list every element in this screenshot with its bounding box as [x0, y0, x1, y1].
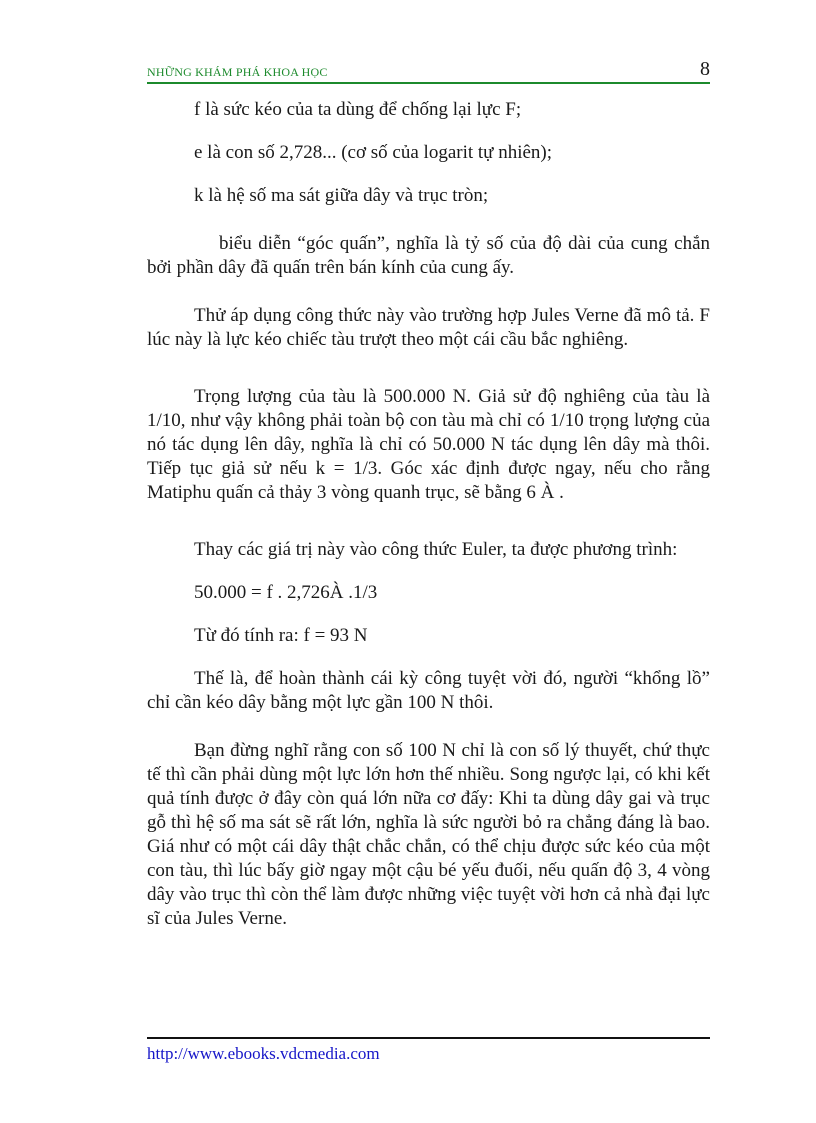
paragraph-substitute-values: Thay các giá trị này vào công thức Euler, ta được phương trình: [194, 539, 678, 560]
footer-website-link[interactable]: http://www.ebooks.vdcmedia.com [147, 1044, 380, 1063]
paragraph-definition-k: k là hệ số ma sát giữa dây và trục tròn; [194, 185, 489, 206]
page-header [147, 60, 710, 84]
paragraph-friction-discussion: Bạn đừng nghĩ rằng con số 100 N chỉ là con số lý thuyết, chứ thực tế thì cần phải dùng một lực lớn hơn thế nhiều. Song ngược lại, có khi kết quả tính được ở đây còn quá lớn nữa cơ đấy: Khi ta dùng dây gai và trục gỗ thì hệ số ma sát sẽ rất lớn, nghĩa là sức người bỏ ra chẳng đáng là bao. Giá như có một cái dây thật chắc chắn, có thể chịu được sức kéo của một con tàu, thì lúc bấy giờ ngay một cậu bé yếu đuối, nếu quấn độ 3, 4 vòng dây vào trục thì còn thể làm được những việc tuyệt vời hơn cả nhà đại lực sĩ của Jules Verne. [147, 740, 710, 929]
paragraph-ship-weight: Trọng lượng của tàu là 500.000 N. Giả sử độ nghiêng của tàu là 1/10, như vậy không phải toàn bộ con tàu mà chỉ có 1/10 trọng lượng của nó tác dụng lên dây, nghĩa là chỉ có 50.000 N tác dụng lên dây mà thôi. Tiếp tục giả sử nếu k = 1/3. Góc xác định được ngay, nếu cho rằng Matiphu quấn cả thảy 3 vòng quanh trục, sẽ bằng 6 À . [147, 386, 710, 503]
paragraph-definition-e: e là con số 2,728... (cơ số của logarit tự nhiên); [194, 142, 553, 163]
paragraph-definition-angle: biểu diễn “góc quấn”, nghĩa là tỷ số của độ dài của cung chắn bởi phần dây đã quấn trên bán kính của cung ấy. [147, 233, 710, 278]
page-number: 8 [700, 58, 710, 80]
page-body [147, 98, 710, 953]
paragraph-definition-f: f là sức kéo của ta dùng để chống lại lực F; [194, 99, 522, 120]
paragraph-apply-formula: Thử áp dụng công thức này vào trường hợp Jules Verne đã mô tả. F lúc này là lực kéo chiếc tàu trượt theo một cái cầu bắc nghiêng. [147, 305, 710, 350]
running-header-title: NHỮNG KHÁM PHÁ KHOA HỌC [147, 65, 328, 79]
footer-divider [147, 1037, 710, 1039]
paragraph-conclusion: Thế là, để hoàn thành cái kỳ công tuyệt vời đó, người “khổng lồ” chỉ cần kéo dây bằng một lực gần 100 N thôi. [147, 668, 710, 713]
equation-euler: 50.000 = f . 2,726À .1/3 [194, 582, 378, 603]
equation-result: Từ đó tính ra: f = 93 N [194, 625, 368, 646]
